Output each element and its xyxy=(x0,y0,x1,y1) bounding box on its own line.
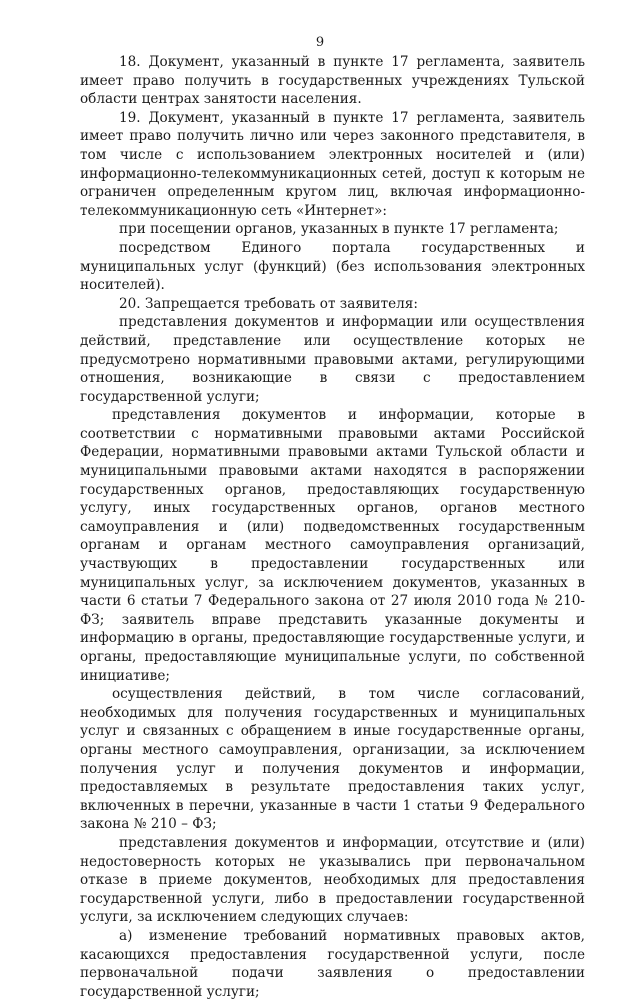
paragraph-20-item-3: осуществления действий, в том числе согласований, необходимых для получения государственных и муниципальных услуг и связанных с обращением в иные государственные органы, органы местного самоуправления, организации, за исключением получения услуг и получения документов и информации, предоставляемых в результате предоставления таких услуг, включенных в перечни, указанные в части 1 статьи 9 Федерального закона № 210 – ФЗ; xyxy=(80,686,585,833)
paragraph-20-item-2: представления документов и информации, которые в соответствии с нормативными правовыми актами Российской Федерации, нормативными правовыми актами Тульской области и муниципальными правовыми актами находятся в распоряжении государственных органов, предоставляющих государственную услугу, иных государственных органов, органов местного самоуправления и (или) подведомственных государственным органам и органам местного самоуправления организаций, участвующих в предоставлении государственных или муниципальных услуг, за исключением документов, указанных в части 6 статьи 7 Федерального закона от 27 июля 2010 года № 210-ФЗ; заявитель вправе представить указанные документы и информацию в органы, предоставляющие государственные услуги, и органы, предоставляющие муниципальные услуги, по собственной инициативе; xyxy=(80,407,585,684)
paragraph-19-item-portal: посредством Единого портала государственных и муниципальных услуг (функций) (без использования электронных носителей). xyxy=(80,239,585,294)
paragraph-20-item-4a: а) изменение требований нормативных правовых актов, касающихся предоставления государственной услуги, после первоначальной подачи заявления о предоставлении государственной услуги; xyxy=(80,927,585,1000)
paragraph-19-item-visit: при посещении органов, указанных в пункте 17 регламента; xyxy=(119,221,559,238)
paragraph-19: 19. Документ, указанный в пункте 17 регламента, заявитель имеет право получить лично или через законного представителя, в том числе с использованием электронных носителей и (или) информационно-телекоммуникационных сетей, доступ к которым не ограничен определенным кругом лиц, включая информационно-телекоммуникационную сеть «Интернет»: xyxy=(80,109,585,219)
page-number: 9 xyxy=(315,35,325,50)
paragraph-20-item-1: представления документов и информации или осуществления действий, представление или осуществление которых не предусмотрено нормативными правовыми актами, регулирующими отношения, возникающие в связи с предоставлением государственной услуги; xyxy=(80,314,585,405)
paragraph-20-item-4: представления документов и информации, отсутствие и (или) недостоверность которых не указывались при первоначальном отказе в приеме документов, необходимых для предоставления государственной услуги, либо в предоставлении государственной услуги, за исключением следующих случаев: xyxy=(80,834,585,926)
paragraph-20: 20. Запрещается требовать от заявителя: xyxy=(119,295,418,312)
paragraph-18: 18. Документ, указанный в пункте 17 регламента, заявитель имеет право получить в государственных учреждениях Тульской области центрах занятости населения. xyxy=(80,54,585,108)
document-body xyxy=(80,53,585,1001)
